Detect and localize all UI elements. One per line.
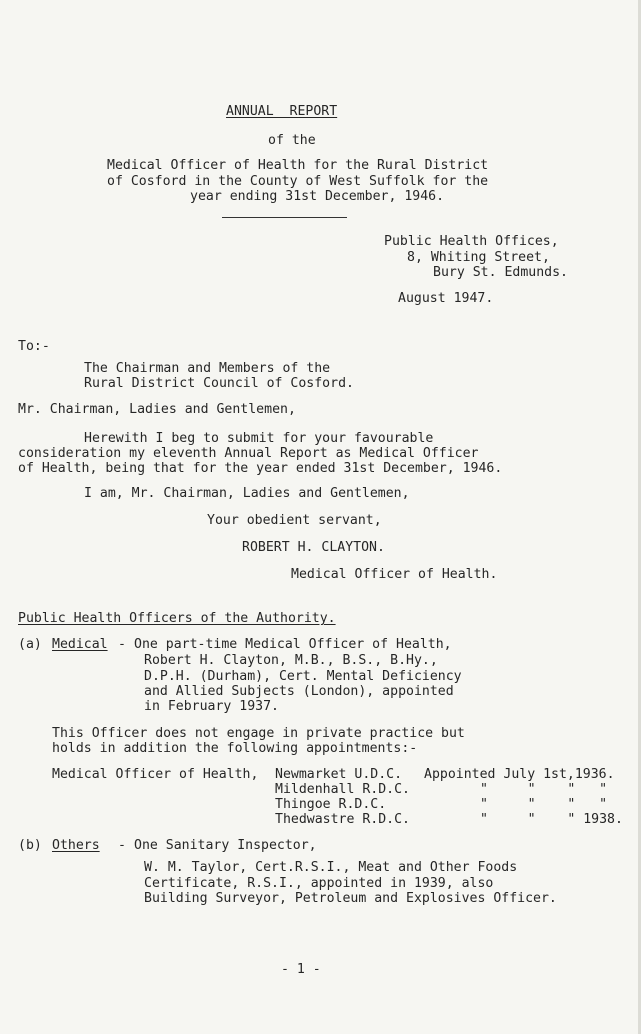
report-subtitle-line-2: of Cosford in the County of West Suffolk for the xyxy=(107,174,489,189)
report-title: ANNUAL REPORT xyxy=(226,104,338,119)
letter-body-line-3: of Health, being that for the year ended 31st December, 1946. xyxy=(18,461,503,476)
valediction: Your obedient servant, xyxy=(207,513,382,528)
others-line-4: Building Surveyor, Petroleum and Explosives Officer. xyxy=(144,891,557,906)
recipient-line-1: The Chairman and Members of the xyxy=(84,361,331,376)
letter-date: August 1947. xyxy=(398,291,494,306)
others-heading: Others xyxy=(52,838,100,853)
report-subtitle-line-3: year ending 31st December, 1946. xyxy=(190,189,445,204)
address-line-1: Public Health Offices, xyxy=(384,234,559,249)
medical-heading: Medical xyxy=(52,637,108,652)
note-line-1: This Officer does not engage in private practice but xyxy=(52,726,465,741)
page-number: - 1 - xyxy=(281,962,321,977)
appointment-body: Newmarket U.D.C. xyxy=(275,767,403,782)
appointment-detail: " " " " xyxy=(480,797,608,812)
medical-line-1: One part-time Medical Officer of Health, xyxy=(134,637,452,652)
note-line-2: holds in addition the following appointments:- xyxy=(52,741,418,756)
medical-line-5: in February 1937. xyxy=(144,699,279,714)
appointment-body: Mildenhall R.D.C. xyxy=(275,782,410,797)
medical-line-2: Robert H. Clayton, M.B., B.S., B.Hy., xyxy=(144,653,438,668)
greeting: Mr. Chairman, Ladies and Gentlemen, xyxy=(18,402,296,417)
others-line-3: Certificate, R.S.I., appointed in 1939, also xyxy=(144,876,494,891)
medical-label: (a) xyxy=(18,637,42,652)
appointment-detail: " " " 1938. xyxy=(480,812,623,827)
signature-name: ROBERT H. CLAYTON. xyxy=(242,540,385,555)
others-line-1: One Sanitary Inspector, xyxy=(134,838,317,853)
address-line-2: 8, Whiting Street, xyxy=(407,250,550,265)
letter-body-line-1: Herewith I beg to submit for your favourable xyxy=(84,431,434,446)
appointment-body: Thedwastre R.D.C. xyxy=(275,812,410,827)
others-line-2: W. M. Taylor, Cert.R.S.I., Meat and Other Foods xyxy=(144,860,518,875)
recipient-line-2: Rural District Council of Cosford. xyxy=(84,376,354,391)
letter-body-line-2: consideration my eleventh Annual Report as Medical Officer xyxy=(18,446,479,461)
medical-line-3: D.P.H. (Durham), Cert. Mental Deficiency xyxy=(144,669,462,684)
signature-title: Medical Officer of Health. xyxy=(291,567,498,582)
report-subtitle-line-1: Medical Officer of Health for the Rural District xyxy=(107,158,489,173)
closing-line: I am, Mr. Chairman, Ladies and Gentlemen, xyxy=(84,486,410,501)
medical-line-4: and Allied Subjects (London), appointed xyxy=(144,684,454,699)
others-label: (b) xyxy=(18,838,42,853)
appointments-label: Medical Officer of Health, xyxy=(52,767,259,782)
appointment-body: Thingoe R.D.C. xyxy=(275,797,387,812)
report-of-the: of the xyxy=(268,133,316,148)
address-line-3: Bury St. Edmunds. xyxy=(433,265,568,280)
title-rule xyxy=(222,217,347,218)
officers-heading: Public Health Officers of the Authority. xyxy=(18,611,336,626)
appointment-detail: " " " " xyxy=(480,782,608,797)
appointment-detail: Appointed July 1st,1936. xyxy=(424,767,615,782)
others-dash: - xyxy=(118,838,126,853)
medical-dash: - xyxy=(118,637,126,652)
to-label: To:- xyxy=(18,339,50,354)
